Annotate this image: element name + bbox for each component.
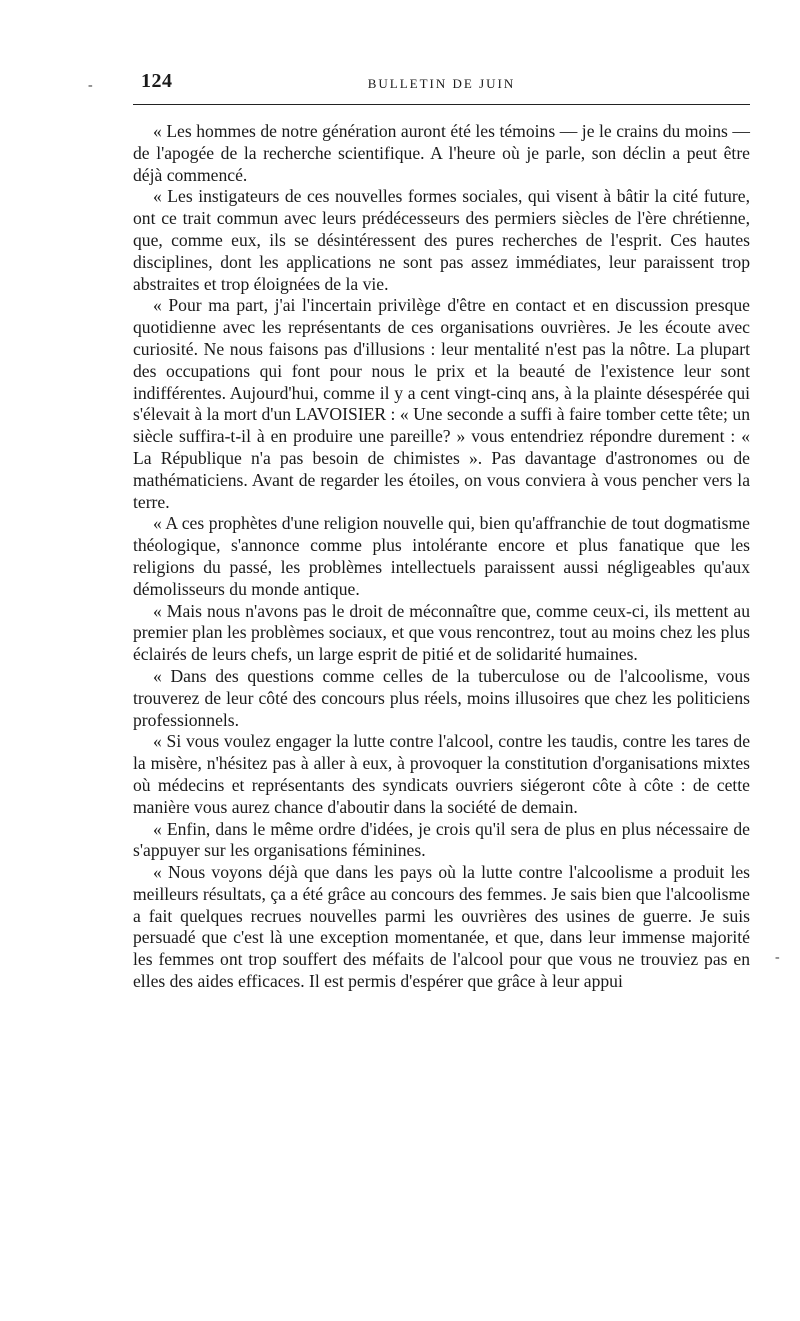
paragraph: « Si vous voulez engager la lutte contre l'alcool, contre les taudis, contre les tares de la misère, n'hésitez pas à aller à eux, à provoquer la constitution d'organisations mixtes où médecins et représentants des syndicats ouvriers siégeront côte à côte : de cette manière vous aurez chance d'aboutir dans la société de demain. — [133, 731, 750, 817]
paragraph: « A ces prophètes d'une religion nouvelle qui, bien qu'affranchie de tout dogmatisme théologique, s'annonce comme plus intolérante encore et plus fanatique que les religions du passé, les problèmes intellectuels paraissent aussi négligeables qu'aux démolisseurs du monde antique. — [133, 513, 750, 599]
header-rule — [133, 104, 750, 105]
paragraph: « Nous voyons déjà que dans les pays où la lutte contre l'alcoolisme a produit les meilleurs résultats, ça a été grâce au concours des femmes. Je sais bien que l'alcoolisme a fait quelques recrues nouvelles parmi les ouvrières des usines de guerre. Je suis persuadé que c'est là une exception momentanée, et que, dans leur immense majorité les femmes ont trop souffert des méfaits de l'alcool pour que vous ne trouviez pas en elles des aides efficaces. Il est permis d'espérer que grâce à leur appui — [133, 862, 750, 992]
body-text — [133, 121, 750, 993]
paragraph: « Pour ma part, j'ai l'incertain privilège d'être en contact et en discussion presque quotidienne avec les représentants de ces organisations ouvrières. Je les écoute avec curiosité. Ne nous faisons pas d'illusions : leur mentalité n'est pas la nôtre. La plupart des occupations qui font pour nous le prix et la beauté de l'existence leur sont indifférentes. Aujourd'hui, comme il y a cent vingt-cinq ans, à la plainte désespérée qui s'élevait à la mort d'un LAVOISIER : « Une seconde a suffi à faire tomber cette tête; un siècle suffira-t-il à en produire une pareille? » vous entendriez répondre durement : « La République n'a pas besoin de chimistes ». Pas davantage d'astronomes ou de mathématiciens. Avant de regarder les étoiles, on vous conviera à vous pencher vers la terre. — [133, 295, 750, 512]
paragraph: « Dans des questions comme celles de la tuberculose ou de l'alcoolisme, vous trouverez de leur côté des concours plus réels, moins illusoires que chez les politiciens professionnels. — [133, 665, 750, 730]
page-number: 124 — [141, 70, 173, 92]
paragraph: « Les instigateurs de ces nouvelles formes sociales, qui visent à bâtir la cité future, ont ce trait commun avec leurs prédécesseurs des permiers siècles de l'ère chrétienne, que, comme eux, ils se désintéressent des pures recherches de l'esprit. Ces hautes disciplines, dont les applications ne sont pas assez immédiates, leur paraissent trop abstraites et trop éloignées de la vie. — [133, 186, 750, 294]
running-title: BULLETIN DE JUIN — [367, 76, 516, 91]
margin-mark-left: - — [88, 78, 93, 93]
margin-mark-right: - — [775, 950, 780, 965]
paragraph: « Enfin, dans le même ordre d'idées, je crois qu'il sera de plus en plus nécessaire de s'appuyer sur les organisations féminines. — [133, 818, 750, 861]
paragraph: « Mais nous n'avons pas le droit de méconnaître que, comme ceux-ci, ils mettent au premier plan les problèmes sociaux, et que vous rencontrez, tout au moins chez les plus éclairés de leurs chefs, un large esprit de pitié et de solidarité humaines. — [133, 600, 750, 665]
paragraph: « Les hommes de notre génération auront été les témoins — je le crains du moins — de l'apogée de la recherche scientifique. A l'heure où je parle, son déclin a peut être déjà commencé. — [133, 121, 750, 185]
page-header — [133, 70, 750, 102]
